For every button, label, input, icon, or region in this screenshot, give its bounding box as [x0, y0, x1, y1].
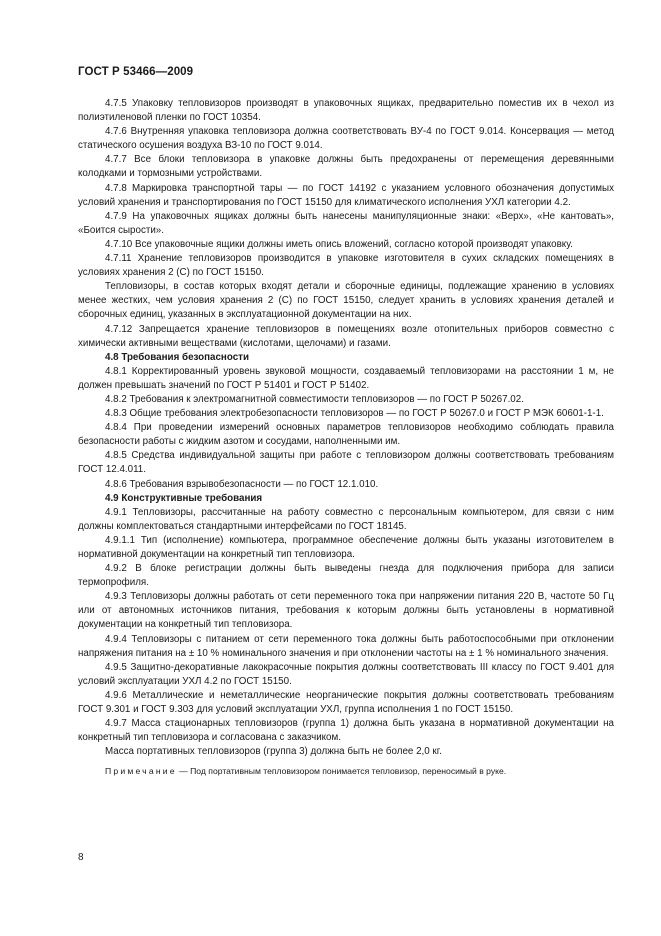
document-body [78, 97, 614, 778]
note-label: Примечание [105, 766, 177, 777]
note-text: — Под портативным тепловизором понимается тепловизор, переносимый в руке. [179, 766, 507, 777]
paragraph-4-9-2: 4.9.2 В блоке регистрации должны быть выведены гнезда для подключения прибора для записи термопрофиля. [78, 563, 614, 589]
paragraph-4-7-8: 4.7.8 Маркировка транспортной тары — по ГОСТ 14192 с указанием условного обозначения допустимых условий хранения и транспортирования по ГОСТ 15150 для климатического исполнения УХЛ категории 4.2. [78, 182, 614, 208]
paragraph-4-9-5: 4.9.5 Защитно-декоративные лакокрасочные покрытия должны соответствовать III классу по ГОСТ 9.401 для условий эксплуатации УХЛ 4.2 по ГОСТ 15150. [78, 661, 614, 687]
paragraph-4-8-6: 4.8.6 Требования взрывобезопасности — по ГОСТ 12.1.010. [105, 478, 379, 490]
paragraph-4-9-1: 4.9.1 Тепловизоры, рассчитанные на работу совместно с персональным компьютером, для связи с ним должны комплектоваться стандартными интерфейсами по ГОСТ 18145. [78, 506, 614, 532]
paragraph-4-9-3: 4.9.3 Тепловизоры должны работать от сети переменного тока при напряжении питания 220 В, частоте 50 Гц или от автономных источников питания, требования к которым должны быть установлены в нормативной документации на конкретный тип тепловизора. [78, 591, 614, 631]
section-heading-4-8: 4.8 Требования безопасности [105, 351, 249, 363]
paragraph-4-9-1-1: 4.9.1.1 Тип (исполнение) компьютера, программное обеспечение должны быть указаны изготовителем в нормативной документации на конкретный тип тепловизора. [78, 534, 614, 560]
paragraph-storage-details: Тепловизоры, в состав которых входят детали и сборочные единицы, подлежащие хранению в условиях менее жестких, чем условия хранения 2 (С) по ГОСТ 15150, следует хранить в условиях хранения деталей и сборочных единиц, указанных в эксплуатационной документации на них. [78, 281, 614, 321]
paragraph-4-7-7: 4.7.7 Все блоки тепловизора в упаковке должны быть предохранены от перемещения деревянными колодками и тормозными устройствами. [78, 154, 614, 180]
document-header: ГОСТ Р 53466—2009 [78, 66, 194, 78]
paragraph-4-7-5: 4.7.5 Упаковку тепловизоров производят в упаковочных ящиках, предварительно поместив их в чехол из полиэтиленовой пленки по ГОСТ 10354. [78, 98, 614, 124]
paragraph-4-9-4: 4.9.4 Тепловизоры с питанием от сети переменного тока должны быть работоспособными при отклонении напряжения питания на ± 10 % номинального значения и при отклонении частоты на ± 1 % номинального значения. [78, 633, 614, 659]
paragraph-4-9-6: 4.9.6 Металлические и неметаллические неорганические покрытия должны соответствовать требованиям ГОСТ 9.301 и ГОСТ 9.303 для условий эксплуатации УХЛ, группа исполнения 1 по ГОСТ 15150. [78, 689, 614, 716]
paragraph-4-8-2: 4.8.2 Требования к электромагнитной совместимости тепловизоров — по ГОСТ Р 50267.02. [105, 393, 524, 405]
paragraph-4-8-5: 4.8.5 Средства индивидуальной защиты при работе с тепловизором должны соответствовать требованиям ГОСТ 12.4.011. [78, 450, 614, 476]
paragraph-4-9-7: 4.9.7 Масса стационарных тепловизоров (группа 1) должна быть указана в нормативной документации на конкретный тип тепловизора и согласована с заказчиком. [78, 718, 614, 744]
paragraph-4-7-11: 4.7.11 Хранение тепловизоров производится в упаковке изготовителя в сухих складских помещениях в условиях хранения 2 (С) по ГОСТ 15150. [78, 253, 614, 279]
paragraph-4-8-4: 4.8.4 При проведении измерений основных параметров тепловизоров необходимо соблюдать правила безопасности работы с жидким азотом и сосудами, наполненными им. [78, 422, 614, 448]
note [78, 765, 614, 778]
paragraph-4-7-12: 4.7.12 Запрещается хранение тепловизоров в помещениях возле отопительных приборов совместно с химически активными веществами (кислотами, щелочами) и газами. [78, 323, 614, 349]
page-number: 8 [78, 852, 84, 863]
paragraph-4-8-1: 4.8.1 Корректированный уровень звуковой мощности, создаваемый тепловизорами на расстоянии 1 м, не должен превышать значений по ГОСТ Р 51401 и ГОСТ Р 51402. [78, 365, 614, 391]
paragraph-portable-mass: Масса портативных тепловизоров (группа 3) должна быть не более 2,0 кг. [105, 746, 442, 758]
paragraph-4-7-6: 4.7.6 Внутренняя упаковка тепловизора должна соответствовать ВУ-4 по ГОСТ 9.014. Консервация — метод статического осушения воздуха ВЗ-10 по ГОСТ 9.014. [78, 126, 614, 152]
paragraph-4-7-10: 4.7.10 Все упаковочные ящики должны иметь опись вложений, согласно которой производят упаковку. [105, 238, 573, 250]
section-heading-4-9: 4.9 Конструктивные требования [105, 492, 263, 504]
paragraph-4-8-3: 4.8.3 Общие требования электробезопасности тепловизоров — по ГОСТ Р 50267.0 и ГОСТ Р МЭК 60601-1-1. [105, 408, 604, 420]
paragraph-4-7-9: 4.7.9 На упаковочных ящиках должны быть нанесены манипуляционные знаки: «Верх», «Не кантовать», «Боится сырости». [78, 210, 614, 236]
